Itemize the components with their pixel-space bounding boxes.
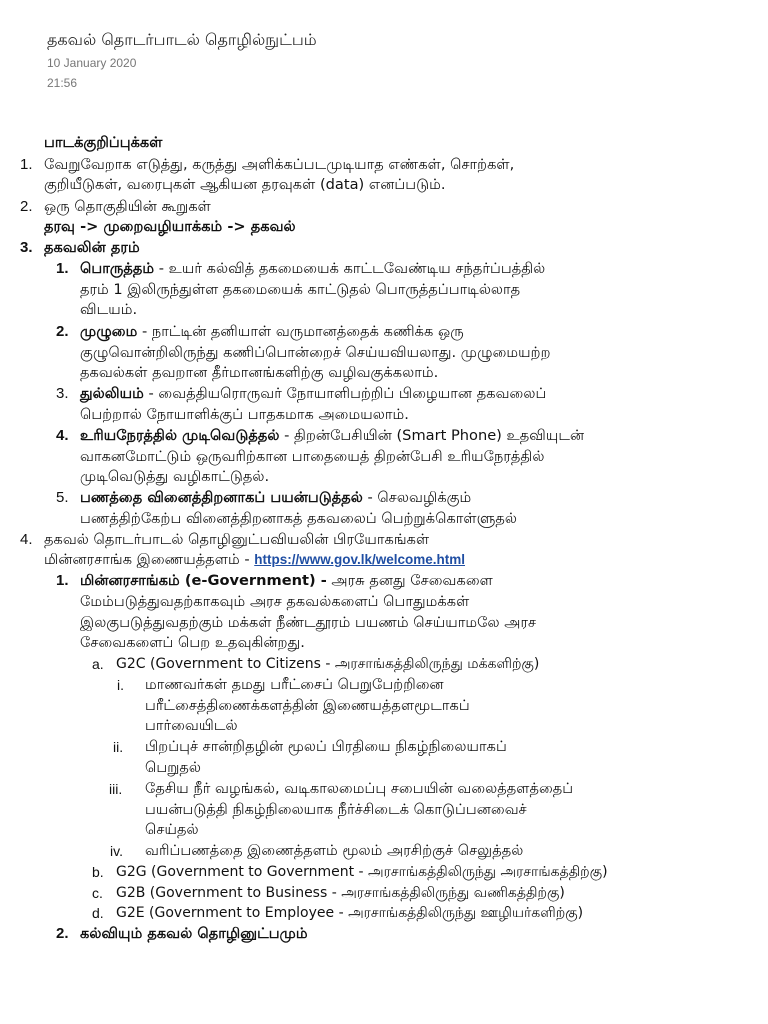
list-item-text: பணத்திற்கேற்ப வினைத்திறனாகத் தகவலைப் பெற்றுக்கொள்ளுதல் <box>80 510 518 527</box>
list-item-text: G2C (Government to Citizens - அரசாங்கத்திலிருந்து மக்களிற்கு) <box>116 656 540 672</box>
list-marker: 1. <box>20 156 33 173</box>
list-marker: 1. <box>56 572 69 589</box>
list-item-text: பிறப்புச் சான்றிதழின் மூலப் பிரதியை நிகழ்நிலையாகப் <box>145 738 507 755</box>
list-item-text: செய்தல் <box>145 821 199 838</box>
list-item-text: துல்லியம் - வைத்தியரொருவர் நோயாளிபற்றிப் பிழையான தகவலைப் <box>80 385 547 402</box>
list-item-text: வரிப்பணத்தை இணைத்தளம் மூலம் அரசிற்குச் செலுத்தல் <box>145 842 524 859</box>
page-date: 10 January 2020 <box>47 56 137 70</box>
list-item-text: இலகுபடுத்துவதற்கும் மக்கள் நீண்டதூரம் பயணம் செய்யாமலே அரச <box>80 614 537 631</box>
page-title: தகவல் தொடர்பாடல் தொழில்நுட்பம் <box>47 30 317 49</box>
list-item-text: பொருத்தம் - உயர் கல்வித் தகமையைக் காட்டவேண்டிய சந்தர்ப்பத்தில் <box>80 260 546 277</box>
flow-text: தரவு -> முறைவழியாக்கம் -> தகவல் <box>44 218 296 235</box>
list-item-text: கல்வியும் தகவல் தொழினுட்பமும் <box>80 925 308 942</box>
list-item-text: பார்வையிடல் <box>145 717 238 734</box>
list-item-text: குறியீடுகள், வரைபுகள் ஆகியன தரவுகள் (data) எனப்படும். <box>44 176 446 193</box>
list-item-text: ஒரு தொகுதியின் கூறுகள் <box>44 198 211 215</box>
list-item-text: பெற்றால் நோயாளிக்குப் பாதகமாக அமையலாம். <box>80 406 409 423</box>
list-item-text: உரியநேரத்தில் முடிவெடுத்தல் - திறன்பேசியின் (Smart Phone) உதவியுடன் <box>80 427 585 444</box>
list-item-text: வேறுவேறாக எடுத்து, கருத்து அளிக்கப்படமுடியாத எண்கள், சொற்கள், <box>44 156 515 173</box>
list-item-text: மின்னரசாங்க இணையத்தளம் - https://www.gov.lk/welcome.html <box>44 551 466 568</box>
gov-website-link[interactable]: https://www.gov.lk/welcome.html <box>254 552 466 567</box>
list-marker: 5. <box>56 489 69 506</box>
list-marker: ii. <box>113 739 124 755</box>
list-item-text: G2E (Government to Employee - அரசாங்கத்திலிருந்து ஊழியர்களிற்கு) <box>116 905 584 921</box>
list-item-text: G2G (Government to Government - அரசாங்கத்திலிருந்து அரசாங்கத்திற்கு) <box>116 864 608 880</box>
list-marker: 2. <box>20 198 33 215</box>
list-marker: b. <box>92 864 104 880</box>
list-item-text: தகவல்கள் தவறான தீர்மானங்களிற்கு வழிவகுக்கலாம். <box>80 364 439 381</box>
list-item-text: பரீட்சைத்திணைக்களத்தின் இணையத்தளமூடாகப் <box>145 697 470 714</box>
section-heading: பாடக்குறிப்புக்கள் <box>44 134 163 151</box>
list-marker: 4. <box>56 427 69 444</box>
list-item-text: தரம் 1 இலிருந்துள்ள தகமையைக் காட்டுதல் பொருத்தப்பாடில்லாத <box>80 281 521 298</box>
list-item-text: பயன்படுத்தி நிகழ்நிலையாக நீர்ச்சிடைக் கொடுப்பனவைச் <box>145 801 527 818</box>
list-marker: 4. <box>20 531 33 548</box>
list-item-text: தகவல் தொடர்பாடல் தொழினுட்பவியலின் பிரயோகங்கள் <box>44 531 430 548</box>
list-item-text: G2B (Government to Business - அரசாங்கத்திலிருந்து வணிகத்திற்கு) <box>116 885 565 901</box>
list-marker: d. <box>92 905 104 921</box>
list-item-text: மாணவர்கள் தமது பரீட்சைப் பெறுபேற்றினை <box>145 676 444 693</box>
list-marker: i. <box>117 677 124 693</box>
list-marker: iii. <box>109 781 123 797</box>
list-item-text: சேவைகளைப் பெற உதவுகின்றது. <box>80 634 305 651</box>
list-marker: 3. <box>56 385 69 402</box>
list-item-text: பெறுதல் <box>145 759 202 776</box>
list-item-text: முழுமை - நாட்டின் தனியாள் வருமானத்தைக் கணிக்க ஒரு <box>80 323 464 340</box>
list-item-text: மேம்படுத்துவதற்காகவும் அரச தகவல்களைப் பொதுமக்கள் <box>80 593 470 610</box>
list-item-text: வாகனமோட்டும் ஒருவரிற்கான பாதையைத் திறன்பேசி உரியநேரத்தில் <box>80 448 545 465</box>
page-time: 21:56 <box>47 76 78 90</box>
list-marker: 1. <box>56 260 69 277</box>
list-marker: c. <box>92 885 103 901</box>
list-item-text: பணத்தை வினைத்திறனாகப் பயன்படுத்தல் - செலவழிக்கும் <box>80 489 472 506</box>
list-marker: 2. <box>56 925 69 942</box>
list-marker: 3. <box>20 239 33 256</box>
list-item-text: குழுவொன்றிலிருந்து கணிப்பொன்றைச் செய்யவியலாது. முழுமையற்ற <box>80 344 551 361</box>
list-item-text: தேசிய நீர் வழங்கல், வடிகாலமைப்பு சபையின் வலைத்தளத்தைப் <box>145 780 574 797</box>
list-item-text: முடிவெடுத்து வழிகாட்டுதல். <box>80 468 270 485</box>
list-marker: 2. <box>56 323 69 340</box>
list-marker: a. <box>92 656 104 672</box>
list-item-text: மின்னரசாங்கம் (e-Government) - அரசு தனது சேவைகளை <box>80 572 493 589</box>
list-item-text: விடயம். <box>80 301 138 318</box>
list-marker: iv. <box>110 843 123 859</box>
subsection-heading: தகவலின் தரம் <box>44 239 140 256</box>
